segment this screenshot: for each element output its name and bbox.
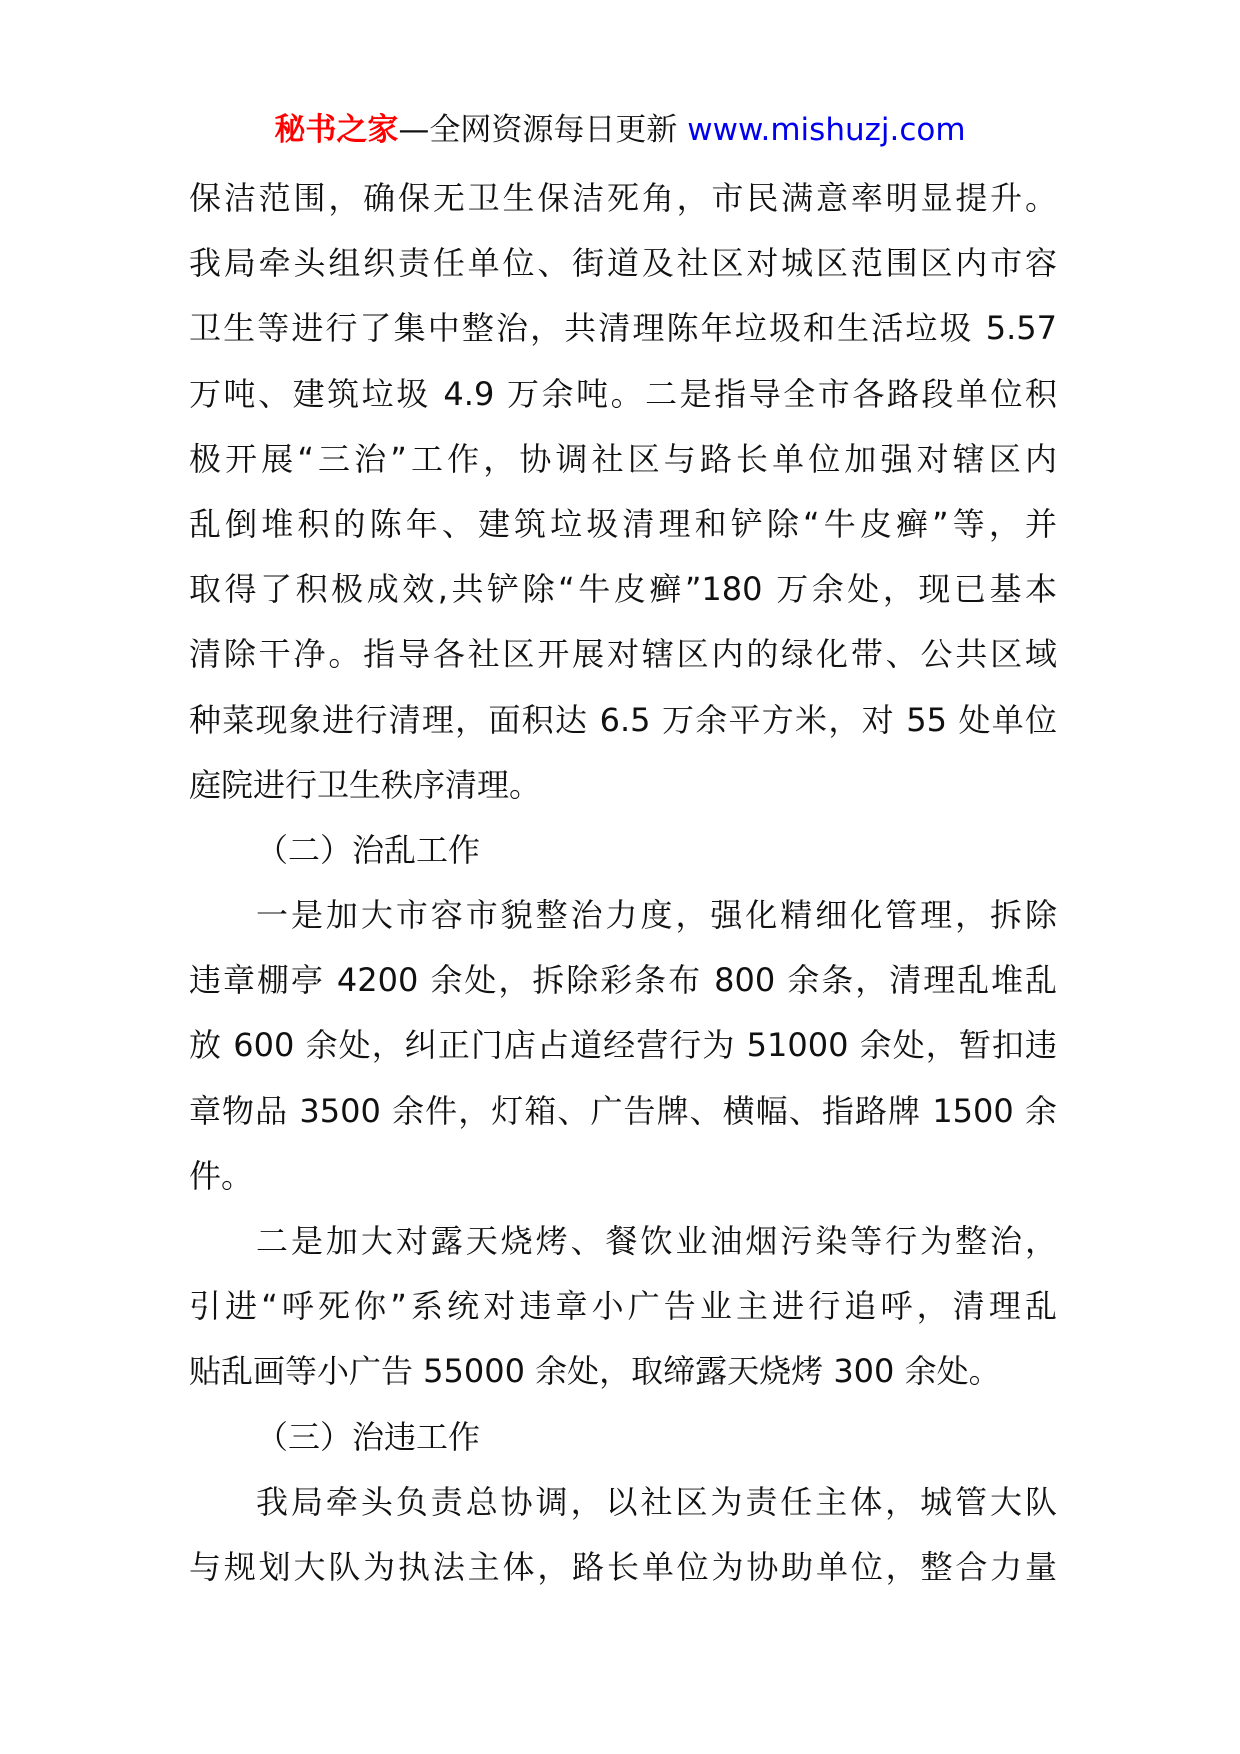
- document-body: [189, 166, 1057, 1600]
- paragraph-line: 极开展“三治”工作，协调社区与路长单位加强对辖区内: [189, 439, 1057, 478]
- paragraph-line: 卫生等进行了集中整治，共清理陈年垃圾和生活垃圾 5.57: [189, 309, 1057, 348]
- paragraph-line: 我局牵头负责总协调，以社区为责任主体，城管大队: [256, 1482, 1057, 1521]
- header-slogan: —全网资源每日更新: [398, 112, 688, 148]
- paragraph-line: 件。: [189, 1156, 254, 1195]
- paragraph-line: 放 600 余处，纠正门店占道经营行为 51000 余处，暂扣违: [189, 1026, 1057, 1065]
- paragraph-line: 章物品 3500 余件，灯箱、广告牌、横幅、指路牌 1500 余: [189, 1091, 1057, 1130]
- brand-name: 秘书之家: [274, 112, 399, 148]
- paragraph-line: 我局牵头组织责任单位、街道及社区对城区范围区内市容: [189, 244, 1057, 283]
- paragraph-line: 与规划大队为执法主体，路长单位为协助单位，整合力量: [189, 1547, 1057, 1586]
- paragraph-line: 庭院进行卫生秩序清理。: [189, 765, 542, 804]
- paragraph-line: 贴乱画等小广告 55000 余处，取缔露天烧烤 300 余处。: [189, 1352, 1001, 1391]
- paragraph-line: 一是加大市容市貌整治力度，强化精细化管理，拆除: [256, 896, 1057, 935]
- website-link[interactable]: www.mishuzj.com: [687, 112, 966, 148]
- paragraph-line: 种菜现象进行清理，面积达 6.5 万余平方米，对 55 处单位: [189, 700, 1057, 739]
- page-header: [0, 104, 1240, 149]
- paragraph-line: 二是加大对露天烧烤、餐饮业油烟污染等行为整治，: [256, 1222, 1057, 1260]
- paragraph-line: 引进“呼死你”系统对违章小广告业主进行追呼，清理乱: [189, 1287, 1057, 1326]
- paragraph-line: 乱倒堆积的陈年、建筑垃圾清理和铲除“牛皮癣”等，并: [189, 504, 1057, 543]
- paragraph-line: （三）治违工作: [256, 1417, 481, 1456]
- paragraph-line: 违章棚亭 4200 余处，拆除彩条布 800 余条，清理乱堆乱: [189, 961, 1057, 1000]
- paragraph-line: 万吨、建筑垃圾 4.9 万余吨。二是指导全市各路段单位积: [189, 374, 1057, 413]
- paragraph-line: 取得了积极成效,共铲除“牛皮癣”180 万余处，现已基本: [189, 570, 1057, 609]
- paragraph-line: 清除干净。指导各社区开展对辖区内的绿化带、公共区域: [189, 635, 1057, 674]
- paragraph-line: （二）治乱工作: [256, 830, 481, 869]
- paragraph-line: 保洁范围，确保无卫生保洁死角，市民满意率明显提升。: [189, 179, 1057, 217]
